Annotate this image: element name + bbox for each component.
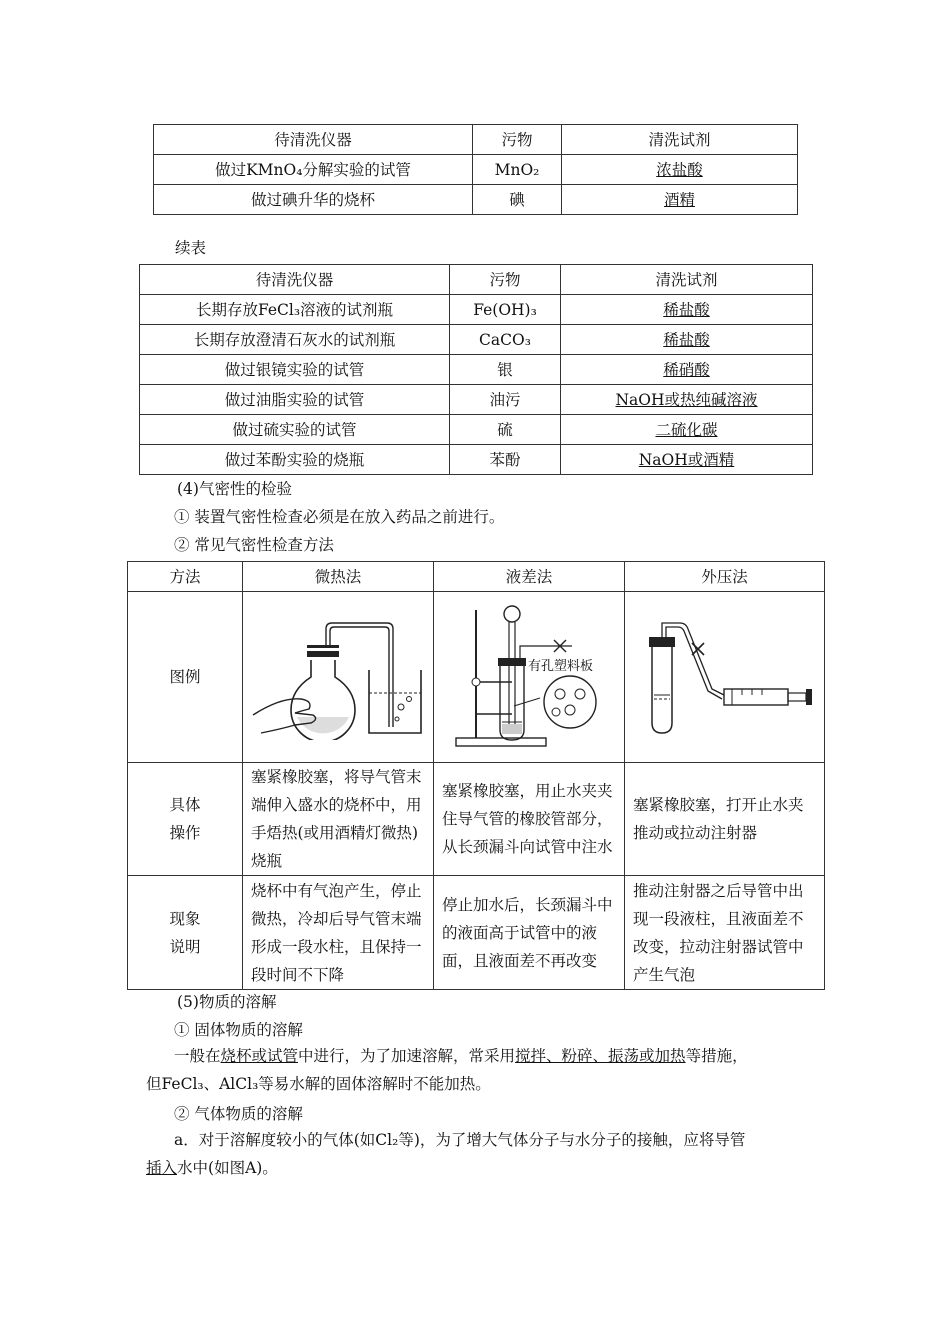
instrument-cell: 做过苯酚实验的烧瓶 (140, 445, 450, 475)
para1-underline-2: 搅拌、粉碎、振荡或加热 (515, 1047, 686, 1065)
reagent-text: NaOH或酒精 (638, 450, 735, 469)
instrument-cell: 做过KMnO₄分解实验的试管 (154, 155, 473, 185)
table-row (140, 325, 813, 355)
table-header-row (140, 265, 813, 295)
dirt-cell: CaCO₃ (450, 325, 561, 355)
phenomenon-row (128, 876, 825, 990)
header-reagent: 清洗试剂 (562, 125, 798, 155)
figure-row-label: 图例 (128, 592, 243, 763)
header-instrument: 待清洗仪器 (140, 265, 450, 295)
figure-row (128, 592, 825, 763)
instrument-cell: 长期存放澄清石灰水的试剂瓶 (140, 325, 450, 355)
continued-label: 续表 (175, 239, 207, 257)
airtightness-table (127, 561, 825, 990)
header-liquid-diff: 液差法 (434, 562, 625, 592)
header-instrument: 待清洗仪器 (154, 125, 473, 155)
header-external-pressure: 外压法 (625, 562, 825, 592)
instrument-cell: 做过油脂实验的试管 (140, 385, 450, 415)
micro-heat-apparatus-figure (251, 615, 426, 740)
micro-heat-phenomenon: 烧杯中有气泡产生，停止微热，冷却后导气管末端形成一段水柱，且保持一段时间不下降 (243, 876, 434, 990)
header-dirt: 污物 (450, 265, 561, 295)
section-5-sub-2: ② 气体物质的溶解 (174, 1105, 303, 1123)
section-4-point-2: ② 常见气密性检查方法 (174, 536, 334, 554)
table-row (140, 415, 813, 445)
external-pressure-figure-cell (625, 592, 825, 763)
dirt-cell: 油污 (450, 385, 561, 415)
header-method: 方法 (128, 562, 243, 592)
micro-heat-figure-cell (243, 592, 434, 763)
liquid-diff-phenomenon: 停止加水后，长颈漏斗中的液面高于试管中的液面，且液面差不再改变 (434, 876, 625, 990)
section-5-paragraph-1 (146, 1042, 816, 1098)
operation-row-label: 具体 操作 (128, 763, 243, 876)
phenomenon-row-label: 现象 说明 (128, 876, 243, 990)
section-4-heading: (4)气密性的检验 (177, 480, 292, 498)
operation-row (128, 763, 825, 876)
section-5-paragraph-2 (146, 1126, 816, 1182)
instrument-cell: 做过碘升华的烧杯 (154, 185, 473, 215)
dirt-cell: 苯酚 (450, 445, 561, 475)
dirt-cell: MnO₂ (473, 155, 562, 185)
para2-rest: 水中(如图A)。 (177, 1159, 278, 1177)
perforated-plate-annotation: 有孔塑料板 (527, 659, 593, 674)
para1-line-2: 但FeCl₃、AlCl₃等易水解的固体溶解时不能加热。 (146, 1075, 491, 1093)
table-row (140, 295, 813, 325)
reagent-text: 浓盐酸 (656, 160, 703, 179)
table-row (140, 385, 813, 415)
reagent-cell (562, 185, 798, 215)
header-micro-heat: 微热法 (243, 562, 434, 592)
dirt-cell: Fe(OH)₃ (450, 295, 561, 325)
reagent-cell (561, 445, 813, 475)
reagent-cell (561, 355, 813, 385)
reagent-text: 酒精 (663, 190, 695, 209)
liquid-diff-apparatus-figure (442, 602, 617, 752)
table-header-row (128, 562, 825, 592)
reagent-text: 二硫化碳 (655, 420, 718, 439)
reagent-cell (561, 325, 813, 355)
reagent-text: NaOH或热纯碱溶液 (615, 390, 758, 409)
para1-text-c: 等措施， (685, 1047, 748, 1065)
reagent-text: 稀硝酸 (663, 360, 710, 379)
table-row (154, 155, 798, 185)
liquid-diff-figure-cell (434, 592, 625, 763)
table-row (140, 355, 813, 385)
reagent-text: 稀盐酸 (663, 330, 710, 349)
reagent-cell (562, 155, 798, 185)
para1-text-a: 一般在 (174, 1047, 221, 1065)
reagent-cell (561, 415, 813, 445)
external-pressure-phenomenon: 推动注射器之后导管中出现一段液柱，且液面差不改变，拉动注射器试管中产生气泡 (625, 876, 825, 990)
reagent-cell (561, 295, 813, 325)
table-row (140, 445, 813, 475)
reagent-text: 稀盐酸 (663, 300, 710, 319)
table-row (154, 185, 798, 215)
para2-line-1: a．对于溶解度较小的气体(如Cl₂等)，为了增大气体分子与水分子的接触，应将导管 (174, 1131, 746, 1149)
instrument-cell: 做过银镜实验的试管 (140, 355, 450, 385)
table-header-row (154, 125, 798, 155)
reagent-cell (561, 385, 813, 415)
instrument-cell: 长期存放FeCl₃溶液的试剂瓶 (140, 295, 450, 325)
header-reagent: 清洗试剂 (561, 265, 813, 295)
cleaning-table-2 (139, 264, 813, 475)
para2-underline: 插入 (146, 1159, 178, 1177)
header-dirt: 污物 (473, 125, 562, 155)
para1-underline-1: 烧杯或试管 (220, 1047, 299, 1065)
para1-text-b: 中进行，为了加速溶解，常采用 (298, 1047, 516, 1065)
dirt-cell: 碘 (473, 185, 562, 215)
cleaning-table-1 (153, 124, 798, 215)
external-pressure-operation: 塞紧橡胶塞，打开止水夹推动或拉动注射器 (625, 763, 825, 876)
micro-heat-operation: 塞紧橡胶塞，将导气管末端伸入盛水的烧杯中，用手焐热(或用酒精灯微热)烧瓶 (243, 763, 434, 876)
dirt-cell: 银 (450, 355, 561, 385)
section-5-sub-1: ① 固体物质的溶解 (174, 1021, 303, 1039)
instrument-cell: 做过硫实验的试管 (140, 415, 450, 445)
dirt-cell: 硫 (450, 415, 561, 445)
liquid-diff-operation: 塞紧橡胶塞，用止水夹夹住导气管的橡胶管部分，从长颈漏斗向试管中注水 (434, 763, 625, 876)
section-5-heading: (5)物质的溶解 (177, 993, 277, 1011)
external-pressure-apparatus-figure (632, 615, 817, 740)
section-4-point-1: ① 装置气密性检查必须是在放入药品之前进行。 (174, 508, 505, 526)
